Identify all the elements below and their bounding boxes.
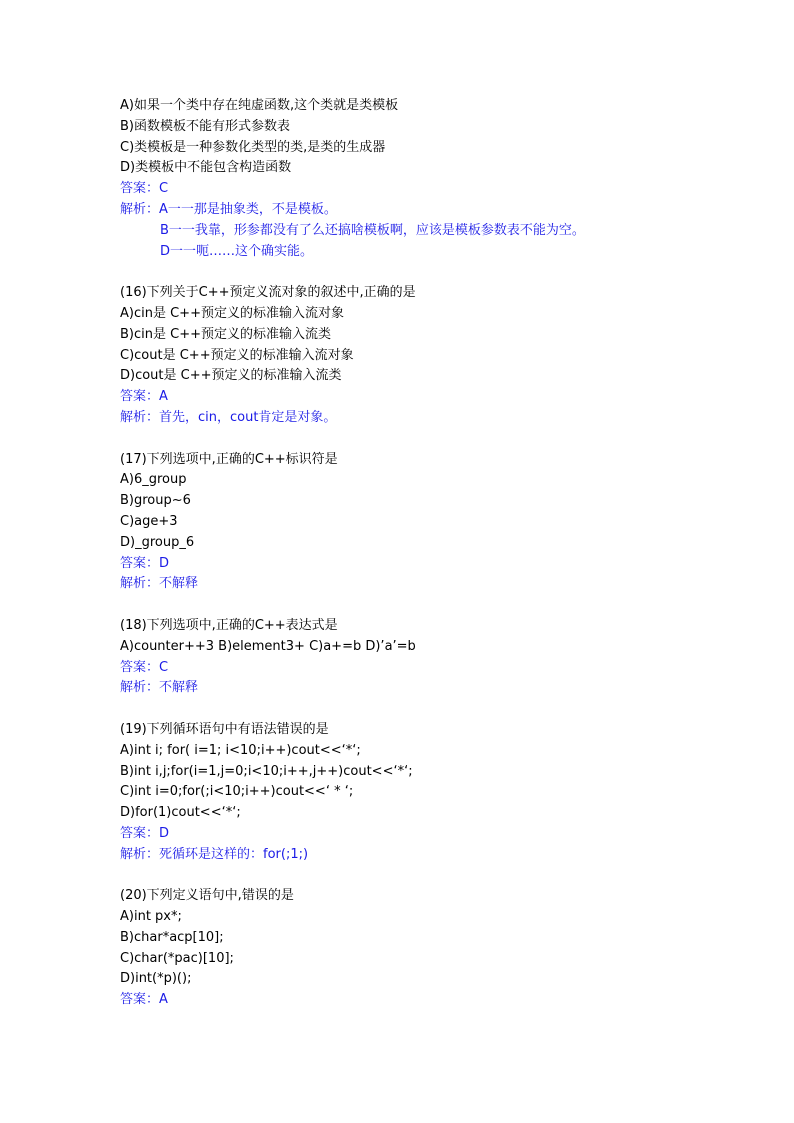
question-list: [120, 96, 760, 1011]
option-b: B)int i,j;for(i=1,j=0;i<10;i++,j++)cout<<‘*‘;: [120, 763, 413, 779]
question-title: (20)下列定义语句中,错误的是: [120, 888, 294, 904]
answer: 答案：D: [120, 555, 170, 571]
option-b: B)char*acp[10];: [120, 929, 224, 945]
explanation-line: 解析：不解释: [120, 576, 199, 592]
answer: 答案：D: [120, 825, 170, 841]
option-c: C)age+3: [120, 513, 178, 529]
option-d: D)int(*p)();: [120, 971, 192, 987]
option-a: A)如果一个类中存在纯虚函数,这个类就是类模板: [120, 98, 399, 113]
option-c: C)类模板是一种参数化类型的类,是类的生成器: [120, 139, 386, 155]
option-d: D)for(1)cout<<‘*‘;: [120, 805, 241, 821]
question-18: [120, 616, 760, 699]
question-15: [120, 96, 760, 262]
option-c: C)char(*pac)[10];: [120, 950, 234, 966]
question-title: (16)下列关于C++预定义流对象的叙述中,正确的是: [120, 285, 416, 301]
question-17: [120, 450, 760, 596]
option-c: C)cout是 C++预定义的标准输入流对象: [120, 347, 354, 363]
explanation-line: D一一呃……这个确实能。: [160, 243, 314, 259]
option-b: B)函数模板不能有形式参数表: [120, 118, 290, 134]
question-19: [120, 720, 760, 866]
question-title: (18)下列选项中,正确的C++表达式是: [120, 617, 338, 633]
option-d: D)cout是 C++预定义的标准输入流类: [120, 368, 342, 384]
option-b: B)group~6: [120, 493, 191, 509]
option-d: D)类模板中不能包含构造函数: [120, 160, 292, 176]
explanation-line: B一一我靠，形参都没有了么还搞啥模板啊，应该是模板参数表不能为空。: [160, 222, 585, 238]
explanation-line: 解析：首先，cin，cout肯定是对象。: [120, 409, 337, 425]
option-a: A)int i; for( i=1; i<10;i++)cout<<‘*‘;: [120, 742, 361, 758]
explanation-line: 解析：死循环是这样的：for(;1;): [120, 846, 309, 862]
explanation-line: 解析：不解释: [120, 680, 199, 696]
answer: 答案：C: [120, 659, 169, 675]
explanation-line: 解析：A一一那是抽象类，不是模板。: [120, 201, 337, 217]
option-a: A)cin是 C++预定义的标准输入流对象: [120, 305, 344, 321]
option-a: A)int px*;: [120, 909, 182, 925]
question-title: (17)下列选项中,正确的C++标识符是: [120, 451, 338, 467]
option-c: C)int i=0;for(;i<10;i++)cout<<‘ * ‘;: [120, 784, 354, 800]
answer: 答案：A: [120, 992, 168, 1008]
option-a: A)6_group: [120, 472, 187, 488]
question-16: [120, 283, 760, 429]
options-inline: A)counter++3 B)element3+ C)a+=b D)’a’=b: [120, 638, 416, 654]
option-d: D)_group_6: [120, 534, 195, 550]
answer: 答案：C: [120, 181, 169, 197]
question-title: (19)下列循环语句中有语法错误的是: [120, 721, 329, 737]
option-b: B)cin是 C++预定义的标准输入流类: [120, 326, 331, 342]
question-20: [120, 886, 760, 1011]
answer: 答案：A: [120, 389, 168, 405]
